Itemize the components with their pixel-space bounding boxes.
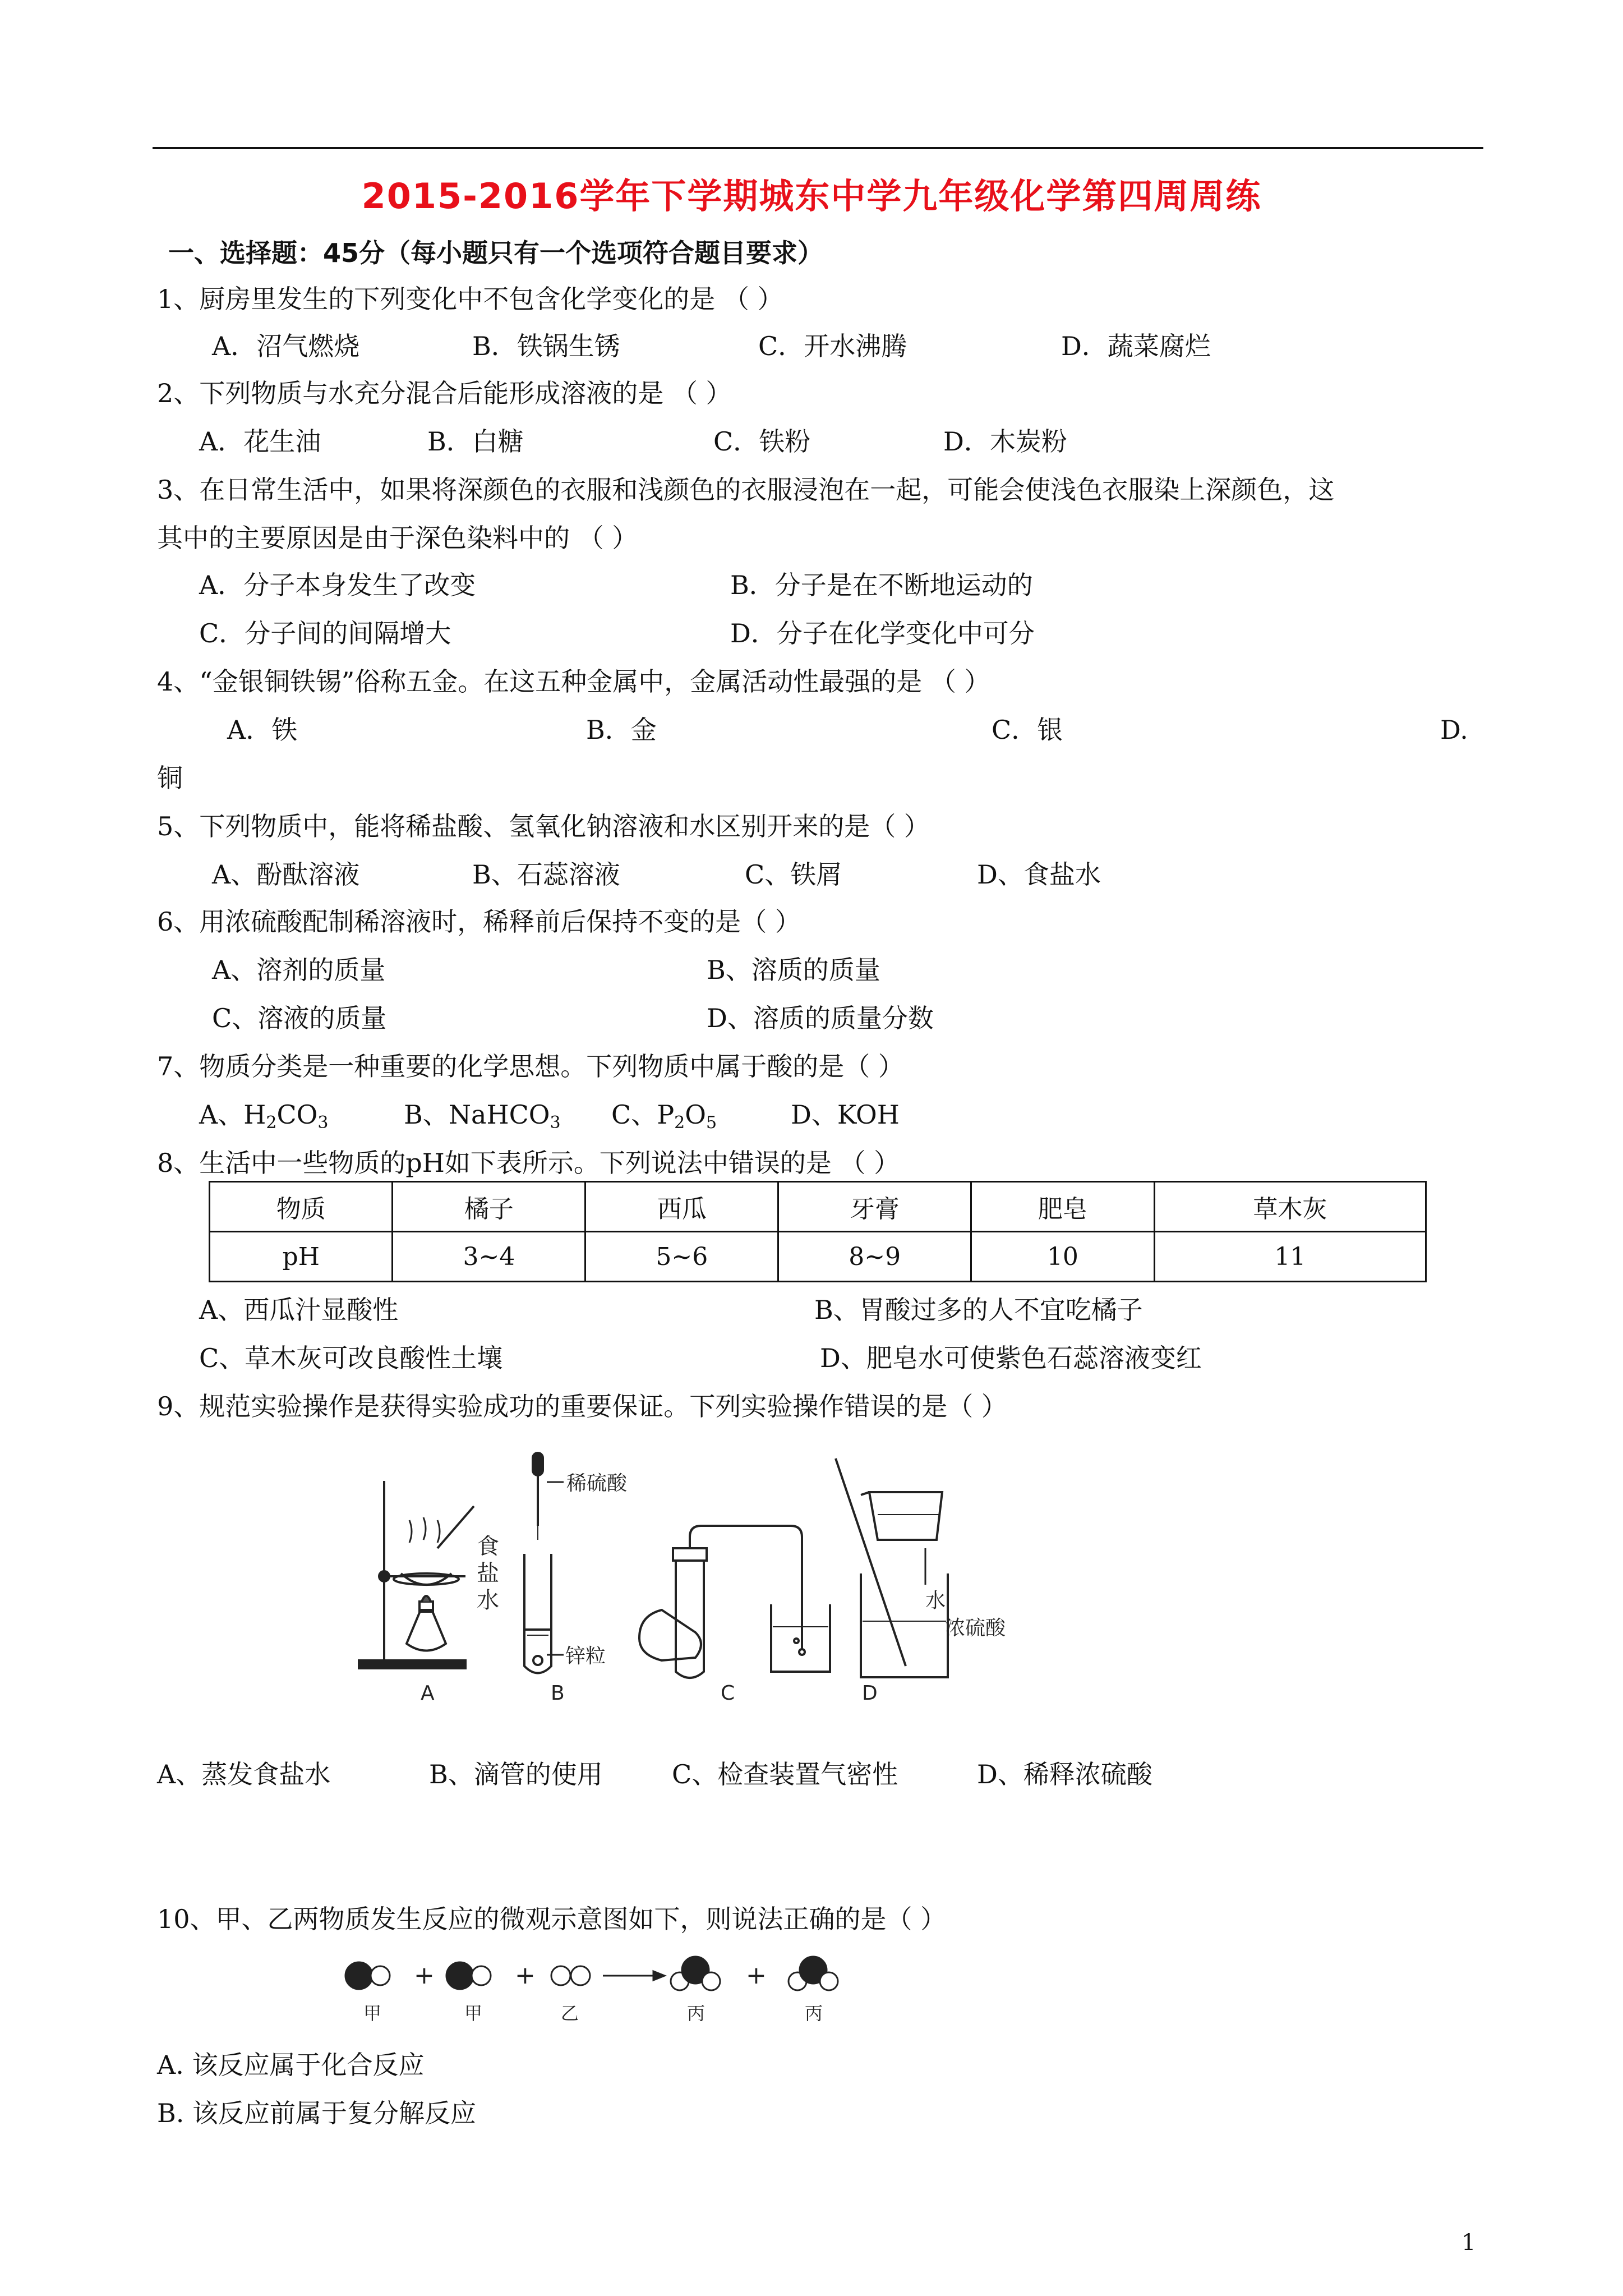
molecule-label: 甲 bbox=[464, 2003, 483, 2024]
airtightness-check-icon bbox=[639, 1526, 830, 1678]
table-row bbox=[210, 1232, 1426, 1282]
q1-option-d: D．蔬菜腐烂 bbox=[1061, 331, 1211, 361]
q3-option-a: A．分子本身发生了改变 bbox=[199, 570, 476, 600]
figure-label-b: B bbox=[551, 1682, 565, 1705]
question-4-stem: 4、“金银铜铁锡”俗称五金。在这五种金属中，金属活动性最强的是 （ ） bbox=[157, 666, 990, 697]
q6-option-c: C、溶液的质量 bbox=[212, 1003, 387, 1033]
q9-option-b: B、滴管的使用 bbox=[429, 1759, 603, 1789]
label-char: 盐 bbox=[477, 1561, 499, 1586]
q5-option-b: B、石蕊溶液 bbox=[472, 859, 620, 890]
dropper-test-tube-icon bbox=[524, 1453, 551, 1673]
q3-option-c: C．分子间的间隔增大 bbox=[199, 618, 451, 648]
plus-sign: + bbox=[746, 1961, 767, 1990]
table-cell: 物质 bbox=[210, 1182, 393, 1232]
q4-option-d: D. bbox=[1440, 715, 1468, 745]
plus-sign: + bbox=[515, 1961, 536, 1990]
reaction-micro-diagram bbox=[336, 1952, 869, 2028]
table-cell: 牙膏 bbox=[778, 1182, 971, 1232]
molecule-label: 丙 bbox=[805, 2003, 823, 2024]
q3-option-b: B．分子是在不断地运动的 bbox=[730, 570, 1033, 600]
q8-option-b: B、胃酸过多的人不宜吃橘子 bbox=[814, 1295, 1143, 1325]
molecule-label: 乙 bbox=[561, 2003, 579, 2024]
table-cell: 草木灰 bbox=[1154, 1182, 1426, 1232]
q6-option-b: B、溶质的质量 bbox=[707, 955, 880, 985]
table-cell: pH bbox=[210, 1232, 393, 1282]
ph-table bbox=[209, 1181, 1427, 1282]
q5-option-d: D、食盐水 bbox=[977, 859, 1101, 890]
q9-option-c: C、检查装置气密性 bbox=[672, 1759, 898, 1789]
salt-water-label bbox=[477, 1534, 499, 1613]
molecule-label: 甲 bbox=[363, 2003, 382, 2024]
molecule-label: 丙 bbox=[687, 2003, 706, 2024]
q5-option-c: C、铁屑 bbox=[745, 859, 842, 890]
q7-option-a: A、$H_2CO_3$ bbox=[199, 1099, 329, 1133]
q10-option-b: B. 该反应前属于复分解反应 bbox=[157, 2098, 477, 2128]
label-char: 食 bbox=[477, 1534, 499, 1559]
q2-option-c: C．铁粉 bbox=[713, 426, 811, 457]
molecule-bing-icon bbox=[671, 1957, 720, 1990]
table-cell: 橘子 bbox=[393, 1182, 585, 1232]
q7-option-b: B、NaHCO$_3$ bbox=[404, 1099, 561, 1133]
figure-label-a: A bbox=[421, 1682, 435, 1705]
question-7-stem: 7、物质分类是一种重要的化学思想。下列物质中属于酸的是（ ） bbox=[157, 1051, 904, 1082]
question-3-stem-line2: 其中的主要原因是由于深色染料中的 （ ） bbox=[157, 523, 638, 553]
q4-option-b: B．金 bbox=[586, 715, 657, 745]
table-cell: 10 bbox=[971, 1232, 1154, 1282]
question-1-stem: 1、厨房里发生的下列变化中不包含化学变化的是 （ ） bbox=[157, 284, 783, 314]
table-cell: 肥皂 bbox=[971, 1182, 1154, 1232]
q4-option-d-cont: 铜 bbox=[157, 763, 183, 793]
question-10-stem: 10、甲、乙两物质发生反应的微观示意图如下，则说法正确的是（ ） bbox=[157, 1904, 947, 1934]
plus-sign: + bbox=[414, 1961, 435, 1990]
q2-option-b: B．白糖 bbox=[427, 426, 524, 457]
q3-option-d: D．分子在化学变化中可分 bbox=[730, 618, 1035, 648]
section-heading: 一、选择题：45分（每小题只有一个选项符合题目要求） bbox=[168, 238, 824, 268]
evaporation-apparatus-icon bbox=[359, 1481, 474, 1668]
table-cell: 3~4 bbox=[393, 1232, 585, 1282]
figure-label-d: D bbox=[862, 1682, 878, 1705]
dilute-concentrated-acid-icon bbox=[836, 1458, 948, 1677]
lab-operations-figure bbox=[353, 1442, 1006, 1705]
question-6-stem: 6、用浓硫酸配制稀溶液时，稀释前后保持不变的是（ ） bbox=[157, 907, 801, 937]
molecule-bing-icon bbox=[789, 1957, 838, 1990]
water-label: 水 bbox=[925, 1589, 946, 1612]
question-5-stem: 5、下列物质中，能将稀盐酸、氢氧化钠溶液和水区别开来的是（ ） bbox=[157, 811, 930, 841]
q1-option-b: B．铁锅生锈 bbox=[472, 331, 620, 361]
molecule-jia-icon bbox=[446, 1962, 491, 1989]
q6-option-a: A、溶剂的质量 bbox=[212, 955, 386, 985]
question-3-stem-line1: 3、在日常生活中，如果将深颜色的衣服和浅颜色的衣服浸泡在一起，可能会使浅色衣服染上深颜色，这 bbox=[157, 475, 1335, 505]
q4-option-a: A．铁 bbox=[227, 715, 298, 745]
molecule-jia-icon bbox=[345, 1962, 390, 1989]
table-cell: 11 bbox=[1154, 1232, 1426, 1282]
page-title: 2015-2016学年下学期城东中学九年级化学第四周周练 bbox=[361, 176, 1262, 217]
conc-acid-label: 浓硫酸 bbox=[945, 1617, 1006, 1640]
q1-option-c: C．开水沸腾 bbox=[758, 331, 907, 361]
q10-option-a: A. 该反应属于化合反应 bbox=[157, 2050, 425, 2080]
dilute-acid-label: 稀硫酸 bbox=[566, 1472, 628, 1495]
q7-option-c: C、$P_2O_5$ bbox=[611, 1099, 717, 1133]
q8-option-d: D、肥皂水可使紫色石蕊溶液变红 bbox=[820, 1343, 1202, 1373]
q9-option-d: D、稀释浓硫酸 bbox=[977, 1759, 1152, 1789]
table-row bbox=[210, 1182, 1426, 1232]
zinc-label: 锌粒 bbox=[565, 1645, 606, 1668]
question-8-stem: 8、生活中一些物质的pH如下表所示。下列说法中错误的是 （ ） bbox=[157, 1148, 900, 1178]
table-cell: 8~9 bbox=[778, 1232, 971, 1282]
label-char: 水 bbox=[477, 1588, 499, 1613]
question-2-stem: 2、下列物质与水充分混合后能形成溶液的是 （ ） bbox=[157, 378, 732, 408]
q2-option-d: D．木炭粉 bbox=[943, 426, 1067, 457]
q2-option-a: A．花生油 bbox=[199, 426, 321, 457]
q8-option-c: C、草木灰可改良酸性土壤 bbox=[199, 1343, 503, 1373]
molecule-yi-icon bbox=[551, 1966, 590, 1985]
q4-option-c: C．银 bbox=[992, 715, 1063, 745]
q8-option-a: A、西瓜汁显酸性 bbox=[199, 1295, 399, 1325]
q1-option-a: A．沼气燃烧 bbox=[212, 331, 360, 361]
figure-label-c: C bbox=[721, 1682, 735, 1705]
q6-option-d: D、溶质的质量分数 bbox=[707, 1003, 934, 1033]
question-9-stem: 9、规范实验操作是获得实验成功的重要保证。下列实验操作错误的是（ ） bbox=[157, 1391, 1007, 1421]
q5-option-a: A、酚酞溶液 bbox=[212, 859, 360, 890]
page-number: 1 bbox=[1461, 2230, 1476, 2256]
table-cell: 5~6 bbox=[585, 1232, 778, 1282]
table-cell: 西瓜 bbox=[585, 1182, 778, 1232]
q9-option-a: A、蒸发食盐水 bbox=[157, 1759, 331, 1789]
header-rule bbox=[153, 147, 1483, 149]
q7-option-d: D、KOH bbox=[791, 1099, 900, 1130]
